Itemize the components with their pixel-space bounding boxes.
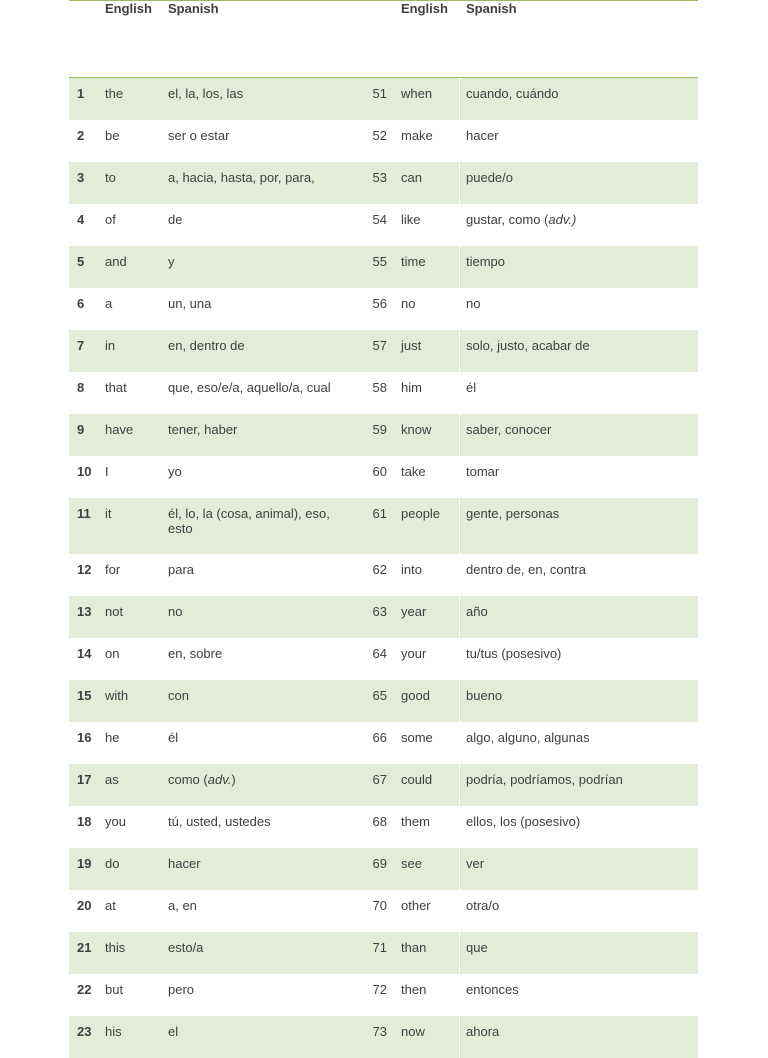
english-word-right: like — [401, 212, 421, 227]
spanish-translation-left: de — [168, 212, 183, 227]
english-word-left: you — [105, 814, 126, 829]
spanish-translation-left: hacer — [168, 856, 201, 871]
english-word-left: to — [105, 170, 116, 185]
table-row — [69, 78, 698, 120]
table-row — [69, 890, 698, 932]
table-row — [69, 680, 698, 722]
rank-left: 3 — [77, 170, 85, 185]
table-row — [69, 932, 698, 974]
spanish-translation-left: no — [168, 604, 183, 619]
rank-left: 11 — [77, 506, 91, 521]
rank-left: 17 — [77, 772, 92, 787]
english-word-right: good — [401, 688, 430, 703]
header-spanish-left: Spanish — [168, 1, 219, 16]
english-word-left: on — [105, 646, 120, 661]
spanish-translation-left: el — [168, 1024, 179, 1039]
spanish-translation-right: puede/o — [466, 170, 513, 185]
table-row — [69, 722, 698, 764]
english-word-left: in — [105, 338, 116, 353]
rank-left: 5 — [77, 254, 85, 269]
rank-left: 8 — [77, 380, 85, 395]
rank-right: 71 — [372, 940, 387, 955]
spanish-translation-right: ver — [466, 856, 485, 871]
table-row — [69, 974, 698, 1016]
rank-left: 4 — [77, 212, 85, 227]
english-word-right: know — [401, 422, 432, 437]
rank-right: 66 — [372, 730, 387, 745]
spanish-translation-left: que, eso/e/a, aquello/a, cual — [168, 380, 331, 395]
spanish-translation-right: saber, conocer — [466, 422, 552, 437]
rank-right: 56 — [372, 296, 387, 311]
spanish-translation-right: tu/tus (posesivo) — [466, 646, 562, 661]
english-word-left: as — [105, 772, 119, 787]
rank-left: 20 — [77, 898, 92, 913]
english-word-left: of — [105, 212, 116, 227]
english-word-right: when — [401, 86, 433, 101]
rank-right: 58 — [372, 380, 387, 395]
english-word-right: your — [401, 646, 427, 661]
rank-right: 62 — [372, 562, 387, 577]
rank-right: 52 — [372, 128, 387, 143]
english-word-left: I — [105, 464, 109, 479]
spanish-translation-left: el, la, los, las — [168, 86, 244, 101]
english-word-left: this — [105, 940, 126, 955]
rank-right: 63 — [372, 604, 387, 619]
header-english-right: English — [401, 1, 448, 16]
english-word-right: make — [401, 128, 433, 143]
rank-right: 59 — [372, 422, 387, 437]
english-word-left: for — [105, 562, 121, 577]
english-word-right: them — [401, 814, 430, 829]
english-word-left: a — [105, 296, 113, 311]
english-word-right: some — [401, 730, 433, 745]
spanish-translation-left: un, una — [168, 296, 212, 311]
spanish-translation-right: año — [466, 604, 488, 619]
table-row — [69, 848, 698, 890]
table-row — [69, 764, 698, 806]
spanish-translation-left: ser o estar — [168, 128, 230, 143]
rank-right: 57 — [372, 338, 387, 353]
english-word-right: other — [401, 898, 431, 913]
english-word-right: than — [401, 940, 427, 955]
english-word-right: people — [401, 506, 441, 521]
spanish-translation-right-abbr: adv.) — [548, 212, 577, 227]
english-word-right: no — [401, 296, 416, 311]
spanish-translation-left: y — [168, 254, 175, 269]
english-word-right: could — [401, 772, 433, 787]
rank-right: 54 — [372, 212, 387, 227]
spanish-translation-left-abbr: adv. — [207, 772, 232, 787]
rank-right: 55 — [372, 254, 387, 269]
table-row — [69, 456, 698, 498]
spanish-translation-left-text: como ( — [168, 772, 208, 787]
rank-right: 53 — [372, 170, 387, 185]
rank-left: 13 — [77, 604, 92, 619]
table-row — [69, 246, 698, 288]
spanish-translation-left: a, en — [168, 898, 197, 913]
spanish-translation-left: para — [168, 562, 195, 577]
spanish-translation-left: con — [168, 688, 189, 703]
english-word-right: take — [401, 464, 426, 479]
table-row — [69, 120, 698, 162]
spanish-translation-left — [168, 772, 348, 787]
spanish-translation-right: ellos, los (posesivo) — [466, 814, 581, 829]
spanish-translation-right: algo, alguno, algunas — [466, 730, 590, 745]
english-word-left: his — [105, 1024, 122, 1039]
rank-left: 6 — [77, 296, 85, 311]
spanish-translation-right: bueno — [466, 688, 503, 703]
rank-left: 21 — [77, 940, 92, 955]
english-word-left: that — [105, 380, 127, 395]
rank-right: 70 — [372, 898, 387, 913]
spanish-translation-left: tener, haber — [168, 422, 238, 437]
english-word-right: then — [401, 982, 427, 997]
rank-right: 51 — [372, 86, 387, 101]
rank-right: 60 — [372, 464, 387, 479]
spanish-translation-right: tomar — [466, 464, 500, 479]
rank-right: 73 — [372, 1024, 387, 1039]
english-word-left: at — [105, 898, 116, 913]
table-row — [69, 554, 698, 596]
english-word-right: into — [401, 562, 422, 577]
spanish-translation-right: dentro de, en, contra — [466, 562, 586, 577]
table-row — [69, 204, 698, 246]
table-row — [69, 372, 698, 414]
spanish-translation-right: tiempo — [466, 254, 506, 269]
english-word-left: with — [105, 688, 129, 703]
spanish-translation-right: cuando, cuándo — [466, 86, 559, 101]
spanish-translation-left: tú, usted, ustedes — [168, 814, 271, 829]
english-word-left: and — [105, 254, 127, 269]
rank-right: 64 — [372, 646, 387, 661]
rank-left: 9 — [77, 422, 85, 437]
table-row — [69, 414, 698, 456]
table-header — [69, 0, 698, 78]
english-word-left: have — [105, 422, 134, 437]
header-spanish-right: Spanish — [466, 1, 517, 16]
spanish-translation-left: en, dentro de — [168, 338, 245, 353]
english-word-right: time — [401, 254, 426, 269]
rank-left: 19 — [77, 856, 92, 871]
rank-right: 65 — [372, 688, 387, 703]
english-word-left: not — [105, 604, 124, 619]
rank-right: 72 — [372, 982, 387, 997]
vocabulary-table — [69, 0, 698, 1058]
spanish-translation-left: yo — [168, 464, 182, 479]
header-english-left: English — [105, 1, 152, 16]
rank-right: 69 — [372, 856, 387, 871]
rank-left: 12 — [77, 562, 92, 577]
table-row — [69, 288, 698, 330]
spanish-translation-left: pero — [168, 982, 195, 997]
spanish-translation-right — [466, 212, 691, 227]
spanish-translation-right: podría, podríamos, podrían — [466, 772, 623, 787]
spanish-translation-left: esto/a — [168, 940, 204, 955]
rank-left: 16 — [77, 730, 92, 745]
english-word-right: just — [401, 338, 422, 353]
english-word-left: be — [105, 128, 120, 143]
rank-left: 23 — [77, 1024, 92, 1039]
spanish-translation-right: solo, justo, acabar de — [466, 338, 590, 353]
spanish-translation-right: que — [466, 940, 488, 955]
table-row — [69, 638, 698, 680]
rank-left: 1 — [77, 86, 85, 101]
rank-left: 2 — [77, 128, 85, 143]
english-word-right: can — [401, 170, 422, 185]
rank-right: 68 — [372, 814, 387, 829]
english-word-left: but — [105, 982, 124, 997]
english-word-right: now — [401, 1024, 425, 1039]
table-body — [69, 78, 698, 1058]
table-row — [69, 596, 698, 638]
spanish-translation-right: ahora — [466, 1024, 500, 1039]
table-row — [69, 1016, 698, 1058]
rank-left: 10 — [77, 464, 92, 479]
rank-right: 61 — [372, 506, 387, 521]
spanish-translation-left: a, hacia, hasta, por, para, — [168, 170, 315, 185]
table-row — [69, 330, 698, 372]
rank-left: 22 — [77, 982, 92, 997]
rank-left: 18 — [77, 814, 92, 829]
table-row — [69, 806, 698, 848]
rank-left: 15 — [77, 688, 92, 703]
spanish-translation-left-suffix: ) — [231, 772, 236, 787]
english-word-right: him — [401, 380, 422, 395]
spanish-translation-left: en, sobre — [168, 646, 223, 661]
spanish-translation-right: él — [466, 380, 477, 395]
spanish-translation-right: entonces — [466, 982, 519, 997]
spanish-translation-right: hacer — [466, 128, 499, 143]
spanish-translation-right: gente, personas — [466, 506, 560, 521]
spanish-translation-right: otra/o — [466, 898, 500, 913]
table-row — [69, 162, 698, 204]
english-word-left: the — [105, 86, 124, 101]
english-word-right: year — [401, 604, 427, 619]
spanish-translation-right: no — [466, 296, 481, 311]
rank-left: 14 — [77, 646, 92, 661]
spanish-translation-right-text: gustar, como ( — [466, 212, 549, 227]
english-word-left: do — [105, 856, 120, 871]
spanish-translation-left: él — [168, 730, 179, 745]
rank-left: 7 — [77, 338, 85, 353]
english-word-right: see — [401, 856, 422, 871]
english-word-left: he — [105, 730, 120, 745]
english-word-left: it — [105, 506, 112, 521]
rank-right: 67 — [372, 772, 387, 787]
table-row — [69, 498, 698, 554]
spanish-translation-left: él, lo, la (cosa, animal), eso, esto — [168, 506, 330, 536]
